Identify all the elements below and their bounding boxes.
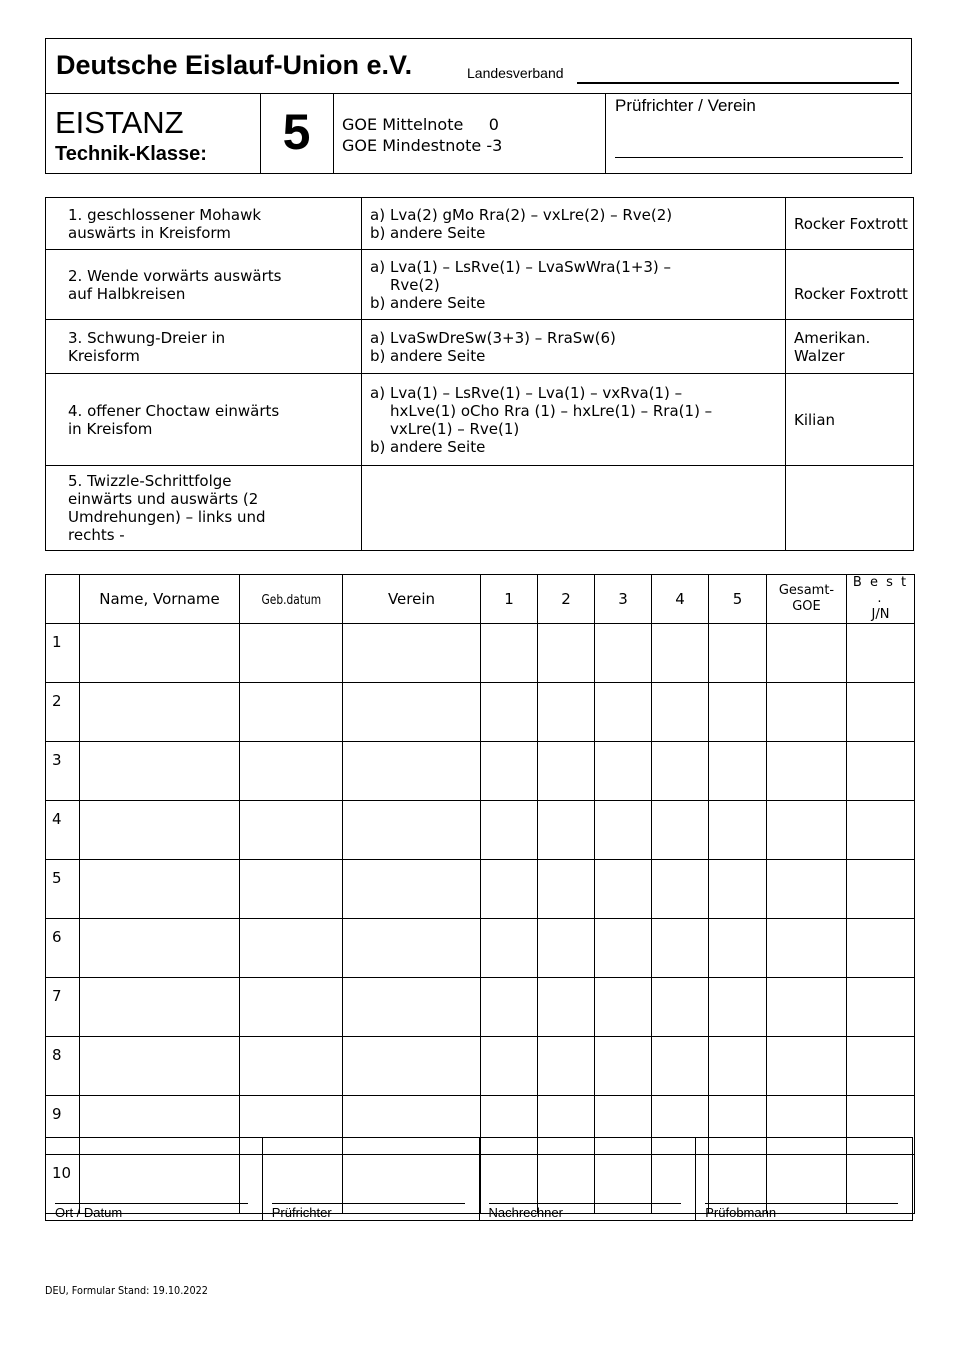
- participant-name-cell[interactable]: [80, 801, 240, 860]
- signature-chief-judge[interactable]: [696, 1138, 912, 1220]
- score-element-3-cell[interactable]: [595, 624, 652, 683]
- score-passed-cell[interactable]: [847, 919, 915, 978]
- judge-club-cell: [605, 93, 911, 174]
- element-description-line: rechts -: [68, 526, 125, 544]
- participant-row: [46, 919, 915, 978]
- participant-row: [46, 801, 915, 860]
- class-number-cell: [260, 93, 334, 174]
- participants-header-row: [46, 575, 915, 624]
- step-text: [390, 258, 671, 294]
- element-row: [46, 250, 914, 320]
- header-element-1: 1: [481, 575, 538, 624]
- header-total-goe-line2: GOE: [792, 599, 821, 614]
- landesverband-field[interactable]: [577, 82, 899, 84]
- score-element-4-cell[interactable]: [652, 624, 709, 683]
- score-element-1-cell[interactable]: [481, 624, 538, 683]
- step-item: [370, 329, 785, 347]
- participant-birthdate-cell[interactable]: [240, 801, 343, 860]
- step-line: Rve(2): [390, 275, 440, 294]
- step-text: [390, 224, 485, 242]
- row-number: 8: [46, 1037, 80, 1096]
- score-element-4-cell[interactable]: [652, 1037, 709, 1096]
- participant-name-cell[interactable]: [80, 683, 240, 742]
- score-element-2-cell[interactable]: [538, 624, 595, 683]
- element-description-line: 3. Schwung-Dreier in: [68, 328, 226, 347]
- participant-birthdate-cell[interactable]: [240, 1037, 343, 1096]
- element-description-line: auswärts in Kreisform: [68, 223, 231, 242]
- score-element-3-cell[interactable]: [595, 978, 652, 1037]
- goe-mean: GOE Mittelnote 0: [342, 115, 499, 134]
- element-description: [46, 250, 362, 320]
- header-name: Name, Vorname: [80, 575, 240, 624]
- step-item: [370, 224, 785, 242]
- participant-birthdate-cell[interactable]: [240, 978, 343, 1037]
- score-passed-cell[interactable]: [847, 683, 915, 742]
- row-number: 3: [46, 742, 80, 801]
- header-element-4: 4: [652, 575, 709, 624]
- step-line: andere Seite: [390, 293, 486, 312]
- step-item: [370, 438, 785, 456]
- header-number: [46, 575, 80, 624]
- element-dance: Rocker Foxtrott: [786, 250, 914, 320]
- score-total-goe-cell[interactable]: [767, 742, 847, 801]
- element-row: [46, 466, 914, 551]
- score-total-goe-cell[interactable]: [767, 1037, 847, 1096]
- participant-row: [46, 860, 915, 919]
- step-letter: b): [370, 346, 386, 365]
- signature-line: [489, 1203, 682, 1204]
- score-element-4-cell[interactable]: [652, 978, 709, 1037]
- score-total-goe-cell[interactable]: [767, 801, 847, 860]
- goe-minimum: GOE Mindestnote -3: [342, 136, 503, 155]
- step-text: [390, 347, 485, 365]
- step-text: [390, 438, 485, 456]
- header-passed-line2: J/N: [871, 607, 890, 622]
- score-element-1-cell[interactable]: [481, 683, 538, 742]
- score-total-goe-cell[interactable]: [767, 860, 847, 919]
- participant-name-cell[interactable]: [80, 1037, 240, 1096]
- participant-name-cell[interactable]: [80, 624, 240, 683]
- form-header: [45, 38, 912, 174]
- score-passed-cell[interactable]: [847, 978, 915, 1037]
- step-line: Lva(2) gMo Rra(2) – vxLre(2) – Rve(2): [390, 205, 673, 224]
- signature-label: Ort / Datum: [55, 1205, 123, 1220]
- judge-club-field[interactable]: [615, 157, 903, 158]
- signature-line: [272, 1203, 465, 1204]
- score-element-5-cell[interactable]: [709, 683, 767, 742]
- signature-recalculator[interactable]: [480, 1138, 697, 1220]
- participant-row: [46, 624, 915, 683]
- participant-row: [46, 1037, 915, 1096]
- score-element-2-cell[interactable]: [538, 801, 595, 860]
- participant-club-cell[interactable]: [343, 683, 481, 742]
- element-row: [46, 320, 914, 374]
- score-element-2-cell[interactable]: [538, 978, 595, 1037]
- score-element-1-cell[interactable]: [481, 978, 538, 1037]
- row-number: 9: [46, 1096, 80, 1155]
- score-element-3-cell[interactable]: [595, 683, 652, 742]
- elements-table: [45, 197, 914, 551]
- step-letter: a): [370, 328, 386, 347]
- score-element-1-cell[interactable]: [481, 1037, 538, 1096]
- participant-birthdate-cell[interactable]: [240, 919, 343, 978]
- score-element-4-cell[interactable]: [652, 919, 709, 978]
- score-element-1-cell[interactable]: [481, 801, 538, 860]
- step-letter: a): [370, 257, 386, 276]
- participant-name-cell[interactable]: [80, 860, 240, 919]
- step-letter: a): [370, 205, 386, 224]
- element-description-line: 1. geschlossener Mohawk: [68, 205, 262, 224]
- score-total-goe-cell[interactable]: [767, 919, 847, 978]
- score-element-5-cell[interactable]: [709, 1037, 767, 1096]
- score-element-2-cell[interactable]: [538, 860, 595, 919]
- score-element-3-cell[interactable]: [595, 860, 652, 919]
- header-birthdate: [240, 575, 343, 624]
- header-element-3: 3: [595, 575, 652, 624]
- element-description: [46, 374, 362, 466]
- element-description-line: Kreisform: [68, 346, 140, 365]
- score-element-5-cell[interactable]: [709, 801, 767, 860]
- step-line: vxLre(1) – Rve(1): [390, 419, 520, 438]
- header-element-2: 2: [538, 575, 595, 624]
- form-footer: DEU, Formular Stand: 19.10.2022: [45, 1284, 208, 1297]
- score-element-4-cell[interactable]: [652, 860, 709, 919]
- element-dance: Kilian: [786, 374, 914, 466]
- row-number: 2: [46, 683, 80, 742]
- participant-club-cell[interactable]: [343, 978, 481, 1037]
- element-description-line: in Kreisfom: [68, 419, 153, 438]
- element-row: [46, 374, 914, 466]
- element-dance: Rocker Foxtrott: [786, 198, 914, 250]
- step-line: Lva(1) – LsRve(1) – LvaSwWra(1+3) –: [390, 257, 672, 276]
- signature-place-date[interactable]: [46, 1138, 263, 1220]
- organization-name: Deutsche Eislauf-Union e.V.: [56, 50, 413, 80]
- step-letter: b): [370, 293, 386, 312]
- score-element-5-cell[interactable]: [709, 742, 767, 801]
- element-steps: [362, 250, 786, 320]
- element-steps: [362, 466, 786, 551]
- step-item: [370, 294, 785, 312]
- element-description-line: 2. Wende vorwärts auswärts: [68, 266, 282, 285]
- signature-label: Prüfrichter: [271, 1205, 332, 1220]
- row-number: 6: [46, 919, 80, 978]
- element-steps: [362, 374, 786, 466]
- element-description: [46, 466, 362, 551]
- signature-line: [55, 1203, 248, 1204]
- participant-name-cell[interactable]: [80, 978, 240, 1037]
- signature-label: Prüfobmann: [705, 1205, 777, 1220]
- signature-label: Nachrechner: [488, 1205, 563, 1220]
- participants-table: [45, 574, 915, 1214]
- score-element-2-cell[interactable]: [538, 1037, 595, 1096]
- participant-row: [46, 978, 915, 1037]
- step-letter: b): [370, 223, 386, 242]
- participant-club-cell[interactable]: [343, 624, 481, 683]
- element-row: [46, 198, 914, 250]
- landesverband-label: Landesverband: [467, 65, 564, 81]
- participant-club-cell[interactable]: [343, 742, 481, 801]
- signature-line: [705, 1203, 898, 1204]
- step-letter: a): [370, 383, 386, 402]
- score-element-4-cell[interactable]: [652, 683, 709, 742]
- score-element-3-cell[interactable]: [595, 1037, 652, 1096]
- element-steps: [362, 320, 786, 374]
- score-total-goe-cell[interactable]: [767, 683, 847, 742]
- participant-birthdate-cell[interactable]: [240, 624, 343, 683]
- step-text: [390, 384, 712, 438]
- header-top-row: [46, 39, 911, 94]
- step-line: LvaSwDreSw(3+3) – RraSw(6): [390, 328, 616, 347]
- header-birthdate-text: Geb.datum: [261, 593, 321, 608]
- step-letter: b): [370, 437, 386, 456]
- participant-birthdate-cell[interactable]: [240, 860, 343, 919]
- score-element-4-cell[interactable]: [652, 742, 709, 801]
- header-element-5: 5: [709, 575, 767, 624]
- row-number: 7: [46, 978, 80, 1037]
- element-description-line: 5. Twizzle-Schrittfolge: [68, 472, 232, 490]
- step-text: [390, 294, 485, 312]
- step-line: andere Seite: [390, 223, 486, 242]
- element-description-line: einwärts und auswärts (2: [68, 490, 259, 508]
- participant-club-cell[interactable]: [343, 1037, 481, 1096]
- step-line: andere Seite: [390, 437, 486, 456]
- score-passed-cell[interactable]: [847, 742, 915, 801]
- participant-name-cell[interactable]: [80, 742, 240, 801]
- score-element-5-cell[interactable]: [709, 860, 767, 919]
- score-element-2-cell[interactable]: [538, 683, 595, 742]
- score-element-2-cell[interactable]: [538, 742, 595, 801]
- signature-judge[interactable]: [263, 1138, 480, 1220]
- step-text: [390, 206, 672, 224]
- step-text: [390, 329, 616, 347]
- goe-cell: [333, 93, 606, 174]
- row-number: 4: [46, 801, 80, 860]
- score-total-goe-cell[interactable]: [767, 624, 847, 683]
- participant-club-cell[interactable]: [343, 919, 481, 978]
- element-description-line: Umdrehungen) – links und: [68, 508, 266, 526]
- element-description: [46, 198, 362, 250]
- header-passed-line1: B e s t .: [852, 575, 909, 606]
- score-element-3-cell[interactable]: [595, 801, 652, 860]
- row-number: 10: [46, 1155, 80, 1214]
- header-total-goe-line1: Gesamt-: [778, 583, 835, 598]
- discipline-title: EISTANZ: [55, 105, 184, 140]
- step-line: Lva(1) – LsRve(1) – Lva(1) – vxRva(1) –: [390, 383, 683, 402]
- class-label: Technik-Klasse:: [55, 143, 207, 165]
- element-description: [46, 320, 362, 374]
- score-passed-cell[interactable]: [847, 860, 915, 919]
- header-club: Verein: [343, 575, 481, 624]
- score-passed-cell[interactable]: [847, 624, 915, 683]
- score-element-1-cell[interactable]: [481, 860, 538, 919]
- signature-box: [45, 1137, 913, 1221]
- participant-row: [46, 683, 915, 742]
- score-total-goe-cell[interactable]: [767, 978, 847, 1037]
- step-line: andere Seite: [390, 346, 486, 365]
- row-number: 1: [46, 624, 80, 683]
- element-steps: [362, 198, 786, 250]
- score-element-1-cell[interactable]: [481, 742, 538, 801]
- step-line: hxLve(1) oCho Rra (1) – hxLre(1) – Rra(1) –: [390, 401, 713, 420]
- participant-birthdate-cell[interactable]: [240, 742, 343, 801]
- score-element-3-cell[interactable]: [595, 919, 652, 978]
- score-passed-cell[interactable]: [847, 1037, 915, 1096]
- element-dance: [786, 466, 914, 551]
- discipline-cell: [46, 93, 261, 174]
- participant-name-cell[interactable]: [80, 919, 240, 978]
- element-description-line: auf Halbkreisen: [68, 284, 186, 303]
- participant-club-cell[interactable]: [343, 801, 481, 860]
- score-element-1-cell[interactable]: [481, 919, 538, 978]
- step-item: [370, 206, 785, 224]
- participant-row: [46, 742, 915, 801]
- row-number: 5: [46, 860, 80, 919]
- step-item: [370, 384, 785, 438]
- element-dance: Amerikan. Walzer: [786, 320, 914, 374]
- score-element-5-cell[interactable]: [709, 978, 767, 1037]
- header-total-goe: [767, 575, 847, 624]
- score-element-2-cell[interactable]: [538, 919, 595, 978]
- step-item: [370, 347, 785, 365]
- score-element-5-cell[interactable]: [709, 919, 767, 978]
- step-item: [370, 258, 785, 294]
- score-element-4-cell[interactable]: [652, 801, 709, 860]
- header-passed: [847, 575, 915, 624]
- class-number: 5: [282, 104, 311, 160]
- score-passed-cell[interactable]: [847, 801, 915, 860]
- score-element-5-cell[interactable]: [709, 624, 767, 683]
- participant-birthdate-cell[interactable]: [240, 683, 343, 742]
- judge-club-label: Prüfrichter / Verein: [615, 96, 756, 115]
- score-element-3-cell[interactable]: [595, 742, 652, 801]
- participant-club-cell[interactable]: [343, 860, 481, 919]
- element-description-line: 4. offener Choctaw einwärts: [68, 401, 280, 420]
